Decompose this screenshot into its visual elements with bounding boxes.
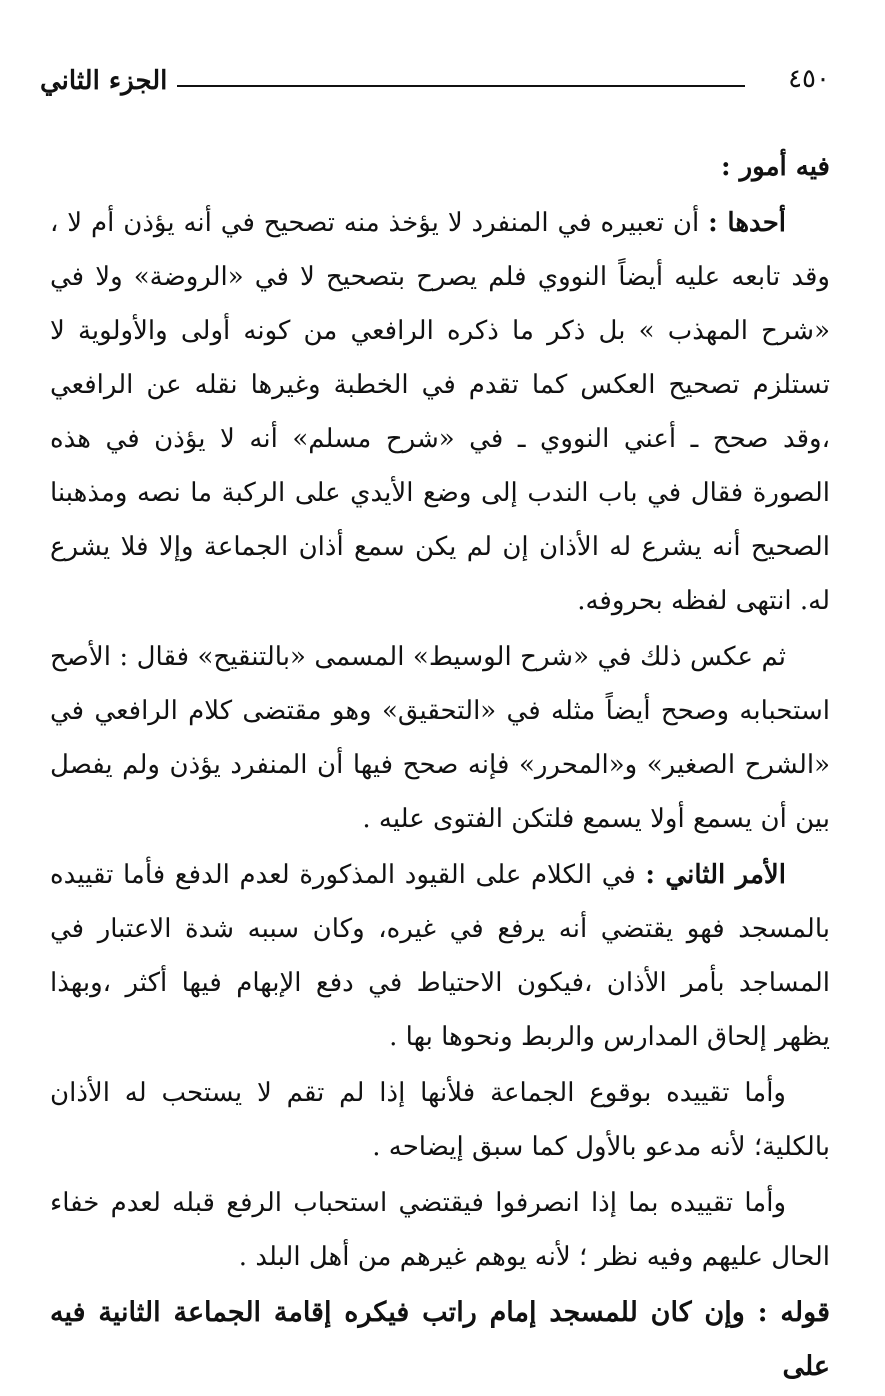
section-intro: فيه أمور : <box>720 152 830 182</box>
paragraph-lead: أحدها : <box>708 208 786 238</box>
paragraph-first-matter <box>50 196 830 628</box>
paragraph-text: في الكلام على القيود المذكورة لعدم الدفع فأما تقييده بالمسجد فهو يقتضي أنه يرفع في غيره، وكان سببه شدة الاعتبار في المساجد بأمر الأذان ،فيكون الاحتياط في دفع الإبهام فيها أكثر ،وبهذا يظهر إلحاق المدارس والربط ونحوها بها . <box>50 860 830 1052</box>
header-rule <box>177 85 745 87</box>
page-header <box>40 62 830 102</box>
page-number: ٤٥٠ <box>788 64 830 94</box>
paragraph-departure: وأما تقييده بما إذا انصرفوا فيقتضي استحباب الرفع قبله لعدم خفاء الحال عليهم وفيه نظر ؛ لأنه يوهم غيرهم من أهل البلد . <box>50 1188 830 1272</box>
paragraph-congregation: وأما تقييده بوقوع الجماعة فلأنها إذا لم تقم لا يستحب له الأذان بالكلية؛ لأنه مدعو بالأول كما سبق إيضاحه . <box>50 1078 830 1162</box>
paragraph-second-matter <box>50 848 830 1064</box>
paragraph-lead: الأمر الثاني : <box>645 860 786 890</box>
paragraph-reversal: ثم عكس ذلك في «شرح الوسيط» المسمى «بالتنقيح» فقال : الأصح استحبابه وصحح أيضاً مثله في «التحقيق» وهو مقتضى كلام الرافعي في «الشرح الصغير» و«المحرر» فإنه صحح فيها أن المنفرد يؤذن ولم يفصل بين أن يسمع أولا يسمع فلتكن الفتوى عليه . <box>50 642 830 834</box>
page-body <box>50 140 830 1396</box>
running-title: الجزء الثاني <box>40 66 168 96</box>
paragraph-text: أن تعبيره في المنفرد لا يؤخذ منه تصحيح في أنه يؤذن أم لا ، وقد تابعه عليه أيضاً النووي فلم يصرح بتصحيح لا في «الروضة» ولا في «شرح المهذب » بل ذكر ما ذكره الرافعي من كونه أولى والأولوية لا تستلزم تصحيح العكس كما تقدم في الخطبة وغيرها نقله عن الرافعي ،وقد صحح ـ أعني النووي ـ في «شرح مسلم» أنه لا يؤذن في هذه الصورة فقال في باب الندب إلى وضع الأيدي على الركبة ما نصه ومذهبنا الصحيح أنه يشرع له الأذان إن لم يكن سمع أذان الجماعة وإلا فلا يشرع له. انتهى لفظه بحروفه. <box>50 208 830 616</box>
paragraph-quote-heading: قوله : وإن كان للمسجد إمام راتب فيكره إقامة الجماعة الثانية فيه على <box>50 1297 830 1382</box>
